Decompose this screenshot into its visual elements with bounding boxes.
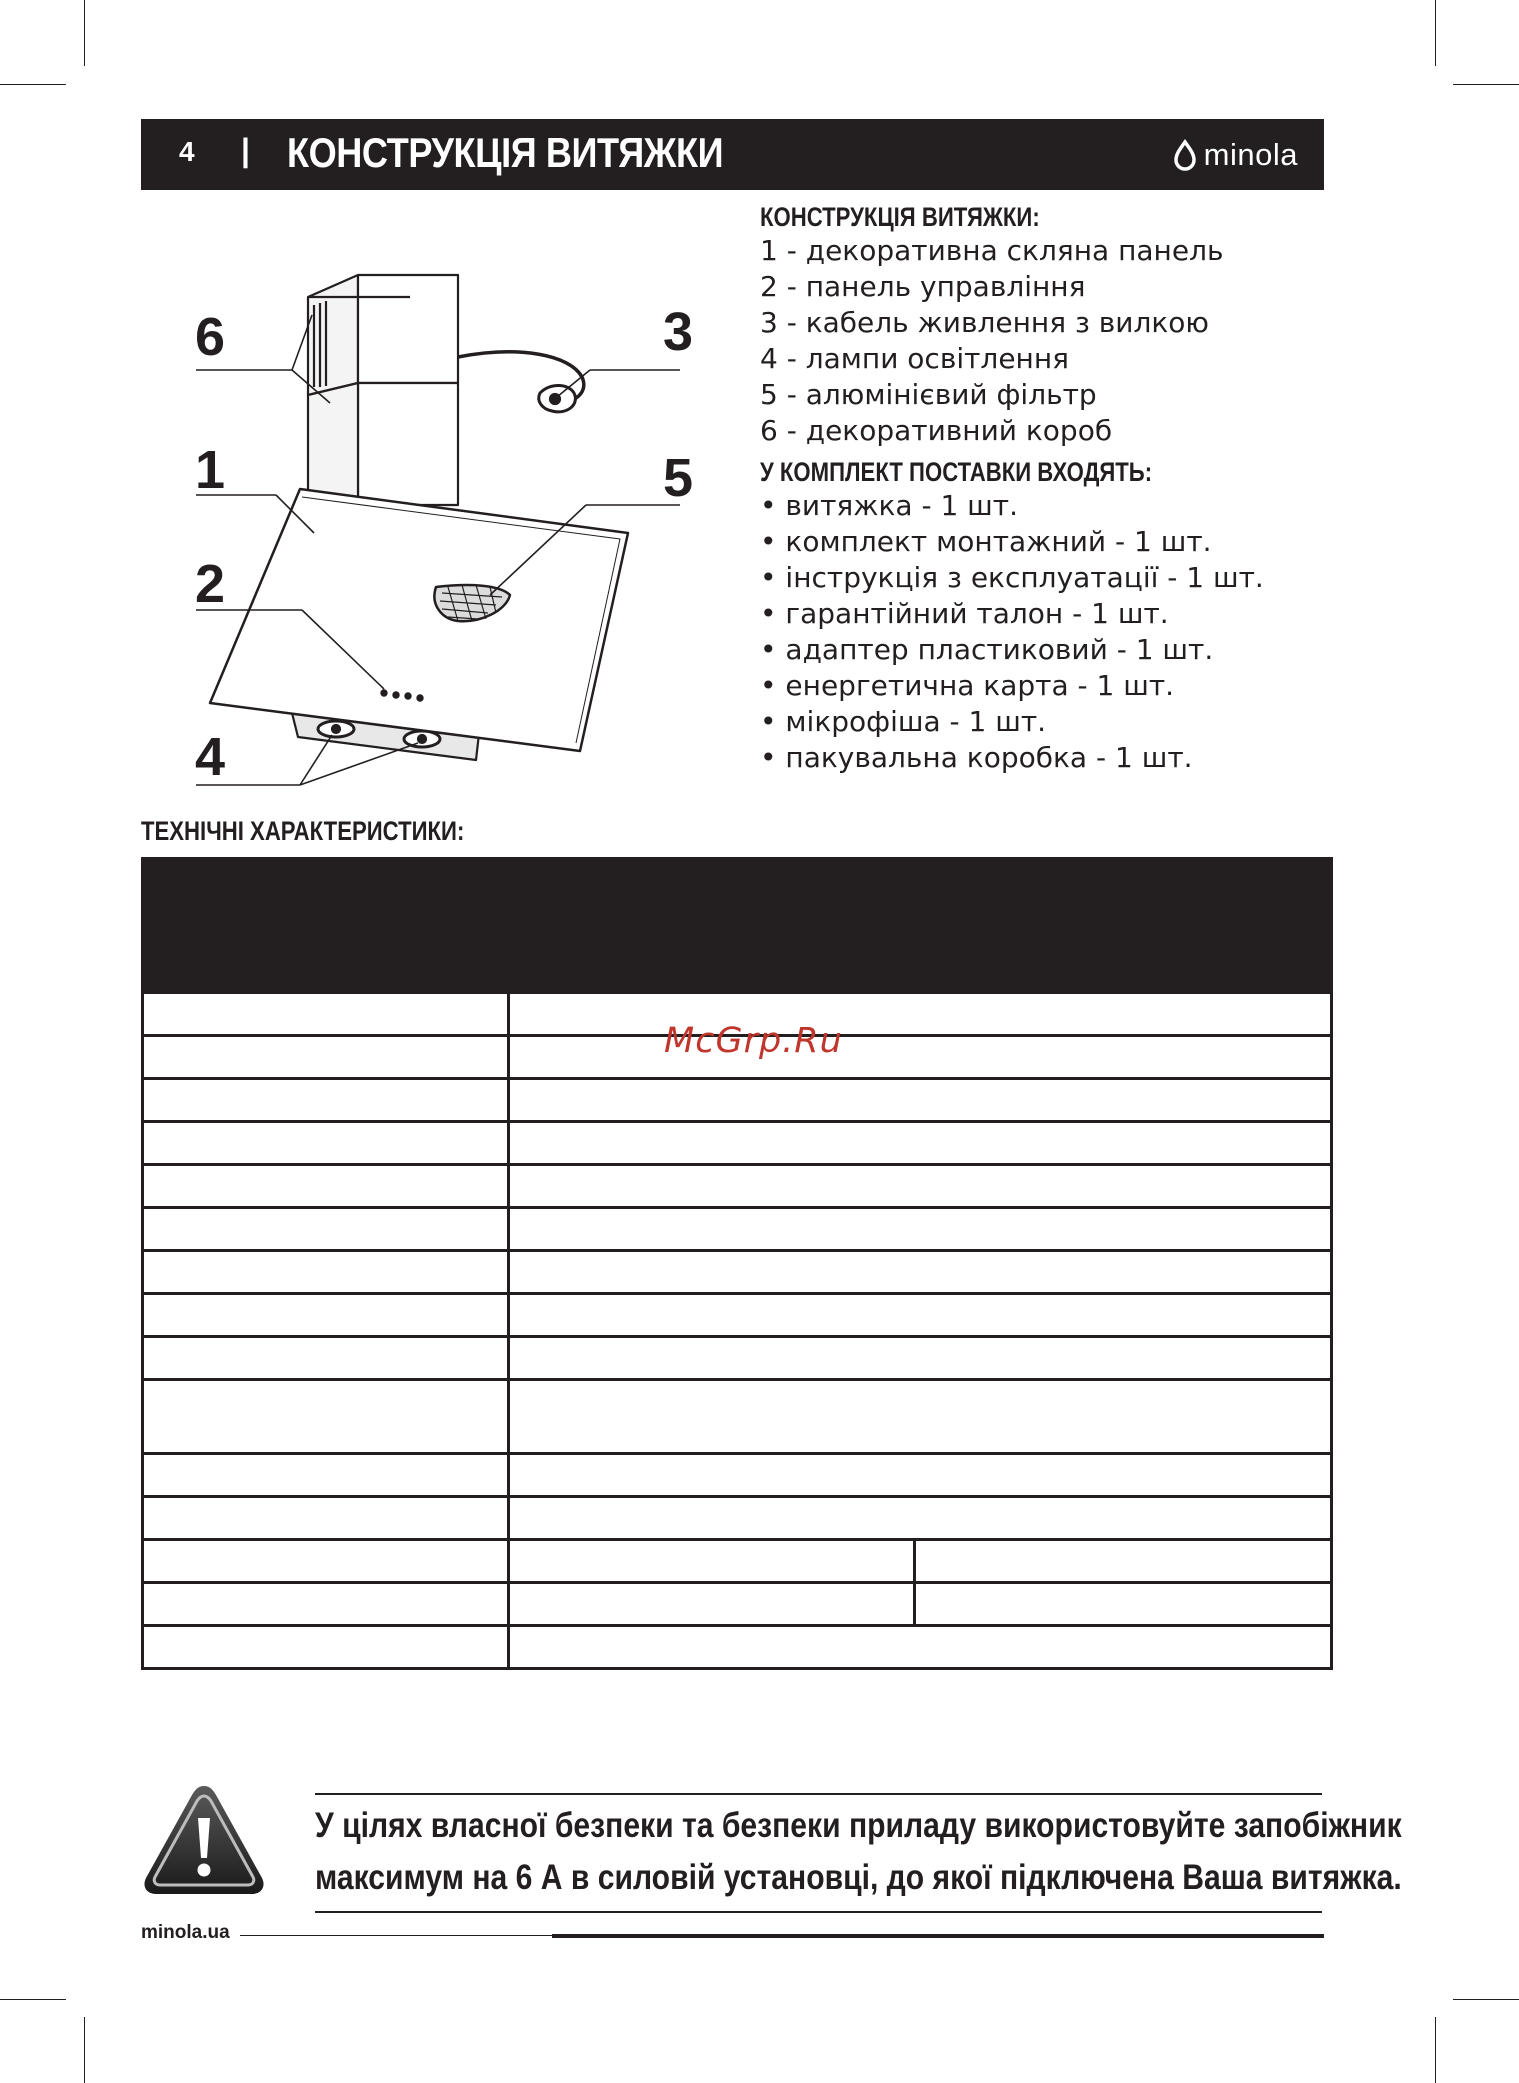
description-column [760, 202, 1320, 776]
table-cell [143, 1251, 509, 1294]
list-item: • комплект монтажний - 1 шт. [760, 525, 1212, 558]
list-item: 4 - лампи освітлення [760, 342, 1069, 375]
notice-line: У цілях власної безпеки та безпеки приладу використовуйте запобіжник [315, 1806, 1402, 1845]
spec-header-cell [915, 859, 1332, 993]
table-cell [509, 1540, 915, 1583]
list-item: • адаптер пластиковий - 1 шт. [760, 633, 1214, 666]
table-cell [509, 1583, 915, 1626]
table-cell [509, 1079, 1332, 1122]
table-cell [509, 1337, 1332, 1380]
table-cell [143, 1583, 509, 1626]
callout-4: 4 [195, 727, 226, 787]
table-cell [143, 1454, 509, 1497]
table-cell [143, 1337, 509, 1380]
table-row [143, 1497, 1332, 1540]
table-cell [143, 1036, 509, 1079]
table-cell [143, 1079, 509, 1122]
construction-list [760, 233, 1320, 449]
spec-header-cell [143, 859, 509, 993]
table-row [143, 1337, 1332, 1380]
crop-mark [1435, 2017, 1436, 2083]
table-cell [143, 1497, 509, 1540]
table-cell [509, 1251, 1332, 1294]
list-item: • витяжка - 1 шт. [760, 489, 1019, 522]
callout-6: 6 [195, 307, 226, 367]
table-cell [143, 1165, 509, 1208]
table-row [143, 1208, 1332, 1251]
table-row [143, 1251, 1332, 1294]
safety-notice [315, 1800, 1402, 1904]
table-cell [143, 993, 509, 1036]
callout-2: 2 [195, 554, 226, 614]
spec-header-row [143, 859, 1332, 993]
list-item: 1 - декоративна скляна панель [760, 234, 1224, 267]
table-row [143, 1454, 1332, 1497]
crop-mark [84, 2017, 85, 2083]
list-item: 5 - алюмінієвий фільтр [760, 378, 1097, 411]
table-cell [509, 993, 1332, 1036]
list-item: 6 - декоративний короб [760, 414, 1113, 447]
footer-rule [552, 1934, 1324, 1938]
hood-diagram [190, 265, 694, 805]
table-cell [143, 1294, 509, 1337]
notice-top-rule [315, 1793, 1322, 1795]
table-cell [509, 1454, 1332, 1497]
footer-rule [240, 1935, 552, 1936]
table-cell [143, 1380, 509, 1454]
table-cell [509, 1208, 1332, 1251]
table-cell [509, 1122, 1332, 1165]
list-item: • мікрофіша - 1 шт. [760, 705, 1047, 738]
table-cell [143, 1626, 509, 1669]
crop-mark [1435, 0, 1436, 66]
list-item: • гарантійний талон - 1 шт. [760, 597, 1169, 630]
tech-heading: ТЕХНІЧНІ ХАРАКТЕРИСТИКИ: [141, 816, 465, 846]
list-item: 3 - кабель живлення з вилкою [760, 306, 1209, 339]
crop-mark [1453, 1999, 1519, 2000]
table-row [143, 1583, 1332, 1626]
table-cell [509, 1380, 1332, 1454]
hood-illustration [190, 265, 690, 805]
list-item: 2 - панель управління [760, 270, 1086, 303]
table-row [143, 1540, 1332, 1583]
kit-heading: У КОМПЛЕКТ ПОСТАВКИ ВХОДЯТЬ: [760, 457, 1153, 487]
table-row [143, 1294, 1332, 1337]
crop-mark [0, 84, 66, 85]
table-cell [143, 1540, 509, 1583]
drop-icon [1172, 139, 1198, 171]
table-row [143, 1122, 1332, 1165]
page-number: 4 [179, 136, 195, 167]
warning-icon [140, 1780, 268, 1900]
table-cell [509, 1165, 1332, 1208]
table-cell [509, 1294, 1332, 1337]
callout-3: 3 [663, 302, 694, 362]
table-cell [509, 1497, 1332, 1540]
list-item: • інструкція з експлуатації - 1 шт. [760, 561, 1264, 594]
footer-site: minola.ua [141, 1922, 230, 1943]
header-separator: | [241, 132, 250, 168]
spec-table [141, 857, 1333, 1670]
callout-1: 1 [195, 440, 226, 500]
crop-mark [84, 0, 85, 66]
table-row [143, 1079, 1332, 1122]
page-title: КОНСТРУКЦІЯ ВИТЯЖКИ [287, 129, 724, 176]
crop-mark [0, 1999, 66, 2000]
notice-bottom-rule [315, 1911, 1322, 1913]
table-row [143, 1165, 1332, 1208]
table-cell [143, 1122, 509, 1165]
construction-heading: КОНСТРУКЦІЯ ВИТЯЖКИ: [760, 202, 1040, 232]
table-cell [915, 1583, 1332, 1626]
spec-header-cell [509, 859, 915, 993]
list-item: • пакувальна коробка - 1 шт. [760, 741, 1193, 774]
page-header [141, 119, 1324, 190]
brand-name: minola [1203, 137, 1298, 172]
callout-5: 5 [663, 448, 694, 508]
notice-line: максимум на 6 А в силовій установці, до якої підключена Ваша витяжка. [315, 1858, 1402, 1897]
crop-mark [1453, 84, 1519, 85]
table-row [143, 1380, 1332, 1454]
table-cell [509, 1626, 1332, 1669]
table-row [143, 1626, 1332, 1669]
brand-logo [1172, 135, 1298, 175]
table-cell [143, 1208, 509, 1251]
kit-list [760, 488, 1320, 776]
table-cell [915, 1540, 1332, 1583]
list-item: • енергетична карта - 1 шт. [760, 669, 1175, 702]
table-cell [509, 1036, 1332, 1079]
watermark: McGrp.Ru [664, 1021, 843, 1061]
